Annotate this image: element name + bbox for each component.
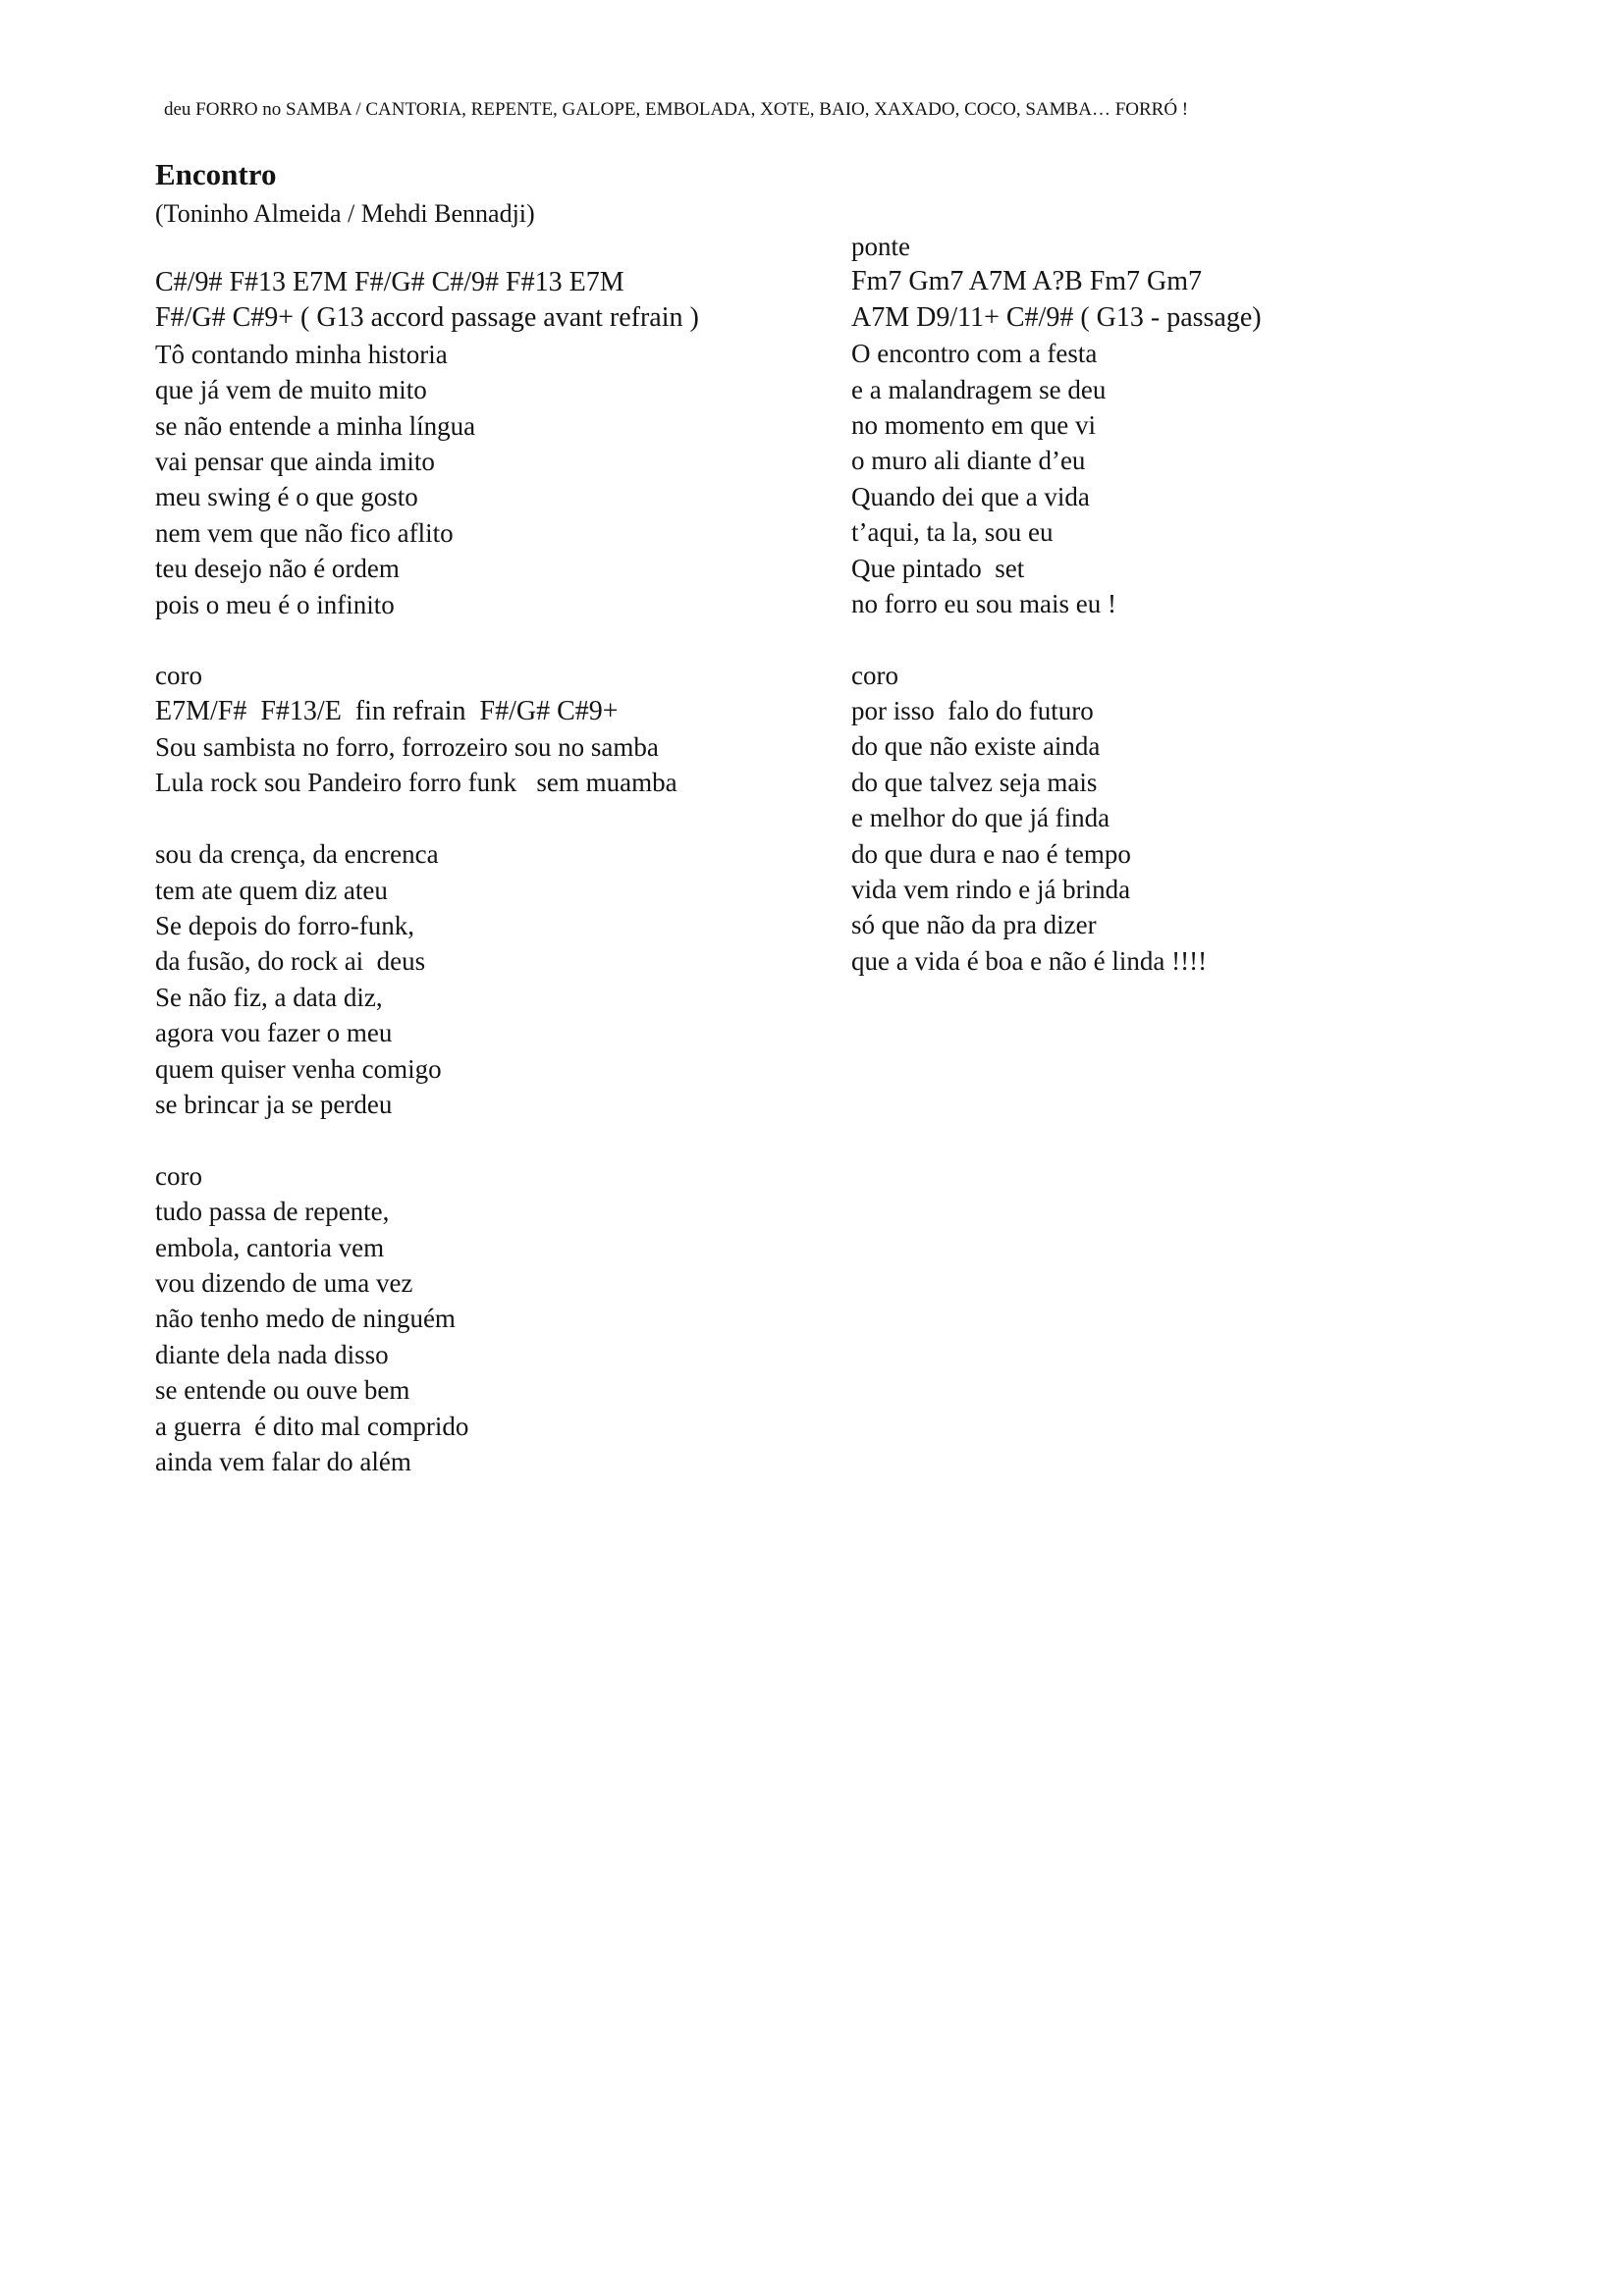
lyric-line: o muro ali diante d’eu	[851, 446, 1086, 476]
lyric-line: tudo passa de repente,	[155, 1197, 390, 1227]
lyric-line: agora vou fazer o meu	[155, 1018, 393, 1048]
lyric-line: que a vida é boa e não é linda !!!!	[851, 945, 1208, 976]
song-title: Encontro	[155, 157, 277, 191]
stanza-gap	[851, 621, 1262, 657]
verse-3	[155, 1158, 699, 1480]
lyric-line: vida vem rindo e já brinda	[851, 875, 1131, 905]
chord-line: F#/G# C#9+ ( G13 accord passage avant refrain )	[155, 302, 699, 334]
verse-1	[155, 265, 699, 622]
lyric-line: embola, cantoria vem	[155, 1232, 385, 1262]
lyric-line: se entende ou ouve bem	[155, 1375, 410, 1406]
right-column	[851, 229, 1262, 979]
chorus-2	[851, 658, 1262, 980]
lyric-line: do que dura e nao é tempo	[851, 838, 1131, 869]
stanza-gap	[155, 801, 699, 836]
lyric-line: Se depois do forro-funk,	[155, 911, 414, 941]
lyric-line: se brincar ja se perdeu	[155, 1089, 393, 1119]
stanza-gap	[155, 1122, 699, 1157]
lyric-line: do que não existe ainda	[851, 731, 1101, 762]
song-authors: (Toninho Almeida / Mehdi Bennadji)	[155, 199, 535, 228]
lyric-line: Quando dei que a vida	[851, 481, 1090, 511]
lyric-line: do que talvez seja mais	[851, 767, 1098, 797]
section-label: coro	[155, 661, 202, 691]
lyric-line: e a malandragem se deu	[851, 374, 1107, 404]
stanza-gap	[155, 622, 699, 658]
lyric-line: t’aqui, ta la, sou eu	[851, 517, 1054, 548]
lyric-line: e melhor do que já finda	[851, 803, 1110, 833]
lyric-line: tem ate quem diz ateu	[155, 875, 388, 905]
lyric-line: no forro eu sou mais eu !	[851, 588, 1116, 618]
left-column	[155, 265, 699, 1479]
lyric-line: Lula rock sou Pandeiro forro funk sem muamba	[155, 768, 677, 798]
lyric-line: vai pensar que ainda imito	[155, 446, 435, 476]
chord-line: Fm7 Gm7 A7M A?B Fm7 Gm7	[851, 266, 1203, 297]
lyric-line: nem vem que não fico aflito	[155, 517, 454, 548]
lyric-line: a guerra é dito mal comprido	[155, 1411, 469, 1441]
lyric-line: Se não fiz, a data diz,	[155, 982, 383, 1012]
lyric-line: sou da crença, da encrenca	[155, 839, 439, 870]
lyric-line: vou dizendo de uma vez	[155, 1267, 413, 1298]
bridge	[851, 229, 1262, 621]
lyric-line: não tenho medo de ninguém	[155, 1304, 456, 1334]
lyric-line: diante dela nada disso	[155, 1339, 389, 1369]
section-label: coro	[155, 1160, 202, 1191]
lyric-line: no momento em que vi	[851, 409, 1096, 440]
lyric-line: meu swing é o que gosto	[155, 482, 418, 512]
verse-2	[155, 836, 699, 1122]
section-label: coro	[851, 660, 898, 690]
lyric-line: por isso falo do futuro	[851, 696, 1094, 726]
lyric-line: se não entende a minha língua	[155, 410, 476, 441]
lyric-line: da fusão, do rock ai deus	[155, 946, 426, 977]
chorus-1	[155, 658, 699, 801]
lyric-line: teu desejo não é ordem	[155, 554, 400, 584]
lyric-line: O encontro com a festa	[851, 339, 1098, 369]
lyric-line: que já vem de muito mito	[155, 375, 427, 405]
lyric-line: Sou sambista no forro, forrozeiro sou no samba	[155, 732, 659, 763]
lyric-line: só que não da pra dizer	[851, 910, 1097, 940]
section-label: ponte	[851, 232, 910, 261]
chord-line: A7M D9/11+ C#/9# ( G13 - passage)	[851, 301, 1262, 333]
lyric-line: Que pintado set	[851, 553, 1025, 583]
chord-line: E7M/F# F#13/E fin refrain F#/G# C#9+	[155, 695, 619, 726]
page-header: deu FORRO no SAMBA / CANTORIA, REPENTE, GALOPE, EMBOLADA, XOTE, BAIO, XAXADO, COCO, SAMBA… FORRÓ !	[164, 99, 1189, 120]
lyric-line: quem quiser venha comigo	[155, 1053, 442, 1084]
chord-line: C#/9# F#13 E7M F#/G# C#/9# F#13 E7M	[155, 267, 624, 297]
lyric-line: pois o meu é o infinito	[155, 589, 395, 619]
lyric-line: ainda vem falar do além	[155, 1446, 411, 1476]
lyric-line: Tô contando minha historia	[155, 339, 448, 369]
